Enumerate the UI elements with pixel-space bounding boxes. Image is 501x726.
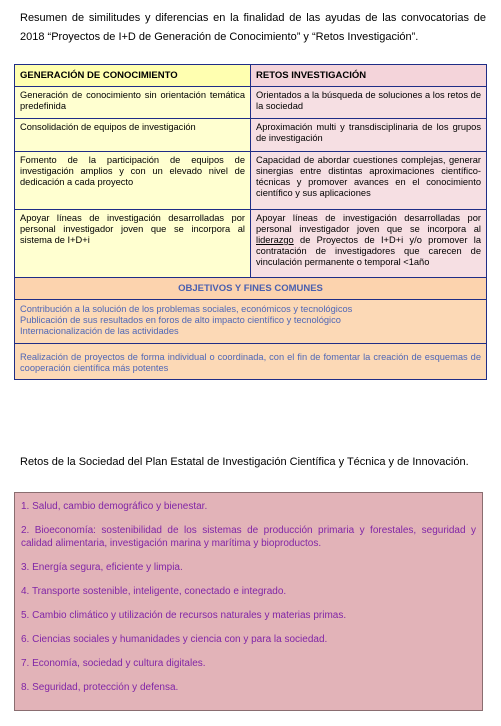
retos-title: Retos de la Sociedad del Plan Estatal de Investigación Científica y Técnica y de Innovación.	[20, 456, 469, 468]
list-item: 6. Ciencias sociales y humanidades y ciencia con y para la sociedad.	[21, 634, 328, 645]
retos-list-box	[14, 492, 483, 711]
list-item: 8. Seguridad, protección y defensa.	[21, 682, 179, 693]
comparison-table	[14, 64, 487, 380]
objectives-list	[15, 300, 487, 344]
list-item: 7. Economía, sociedad y cultura digitales.	[21, 658, 206, 669]
objective-item: Internacionalización de las actividades	[20, 326, 179, 336]
cell-right: Capacidad de abordar cuestiones complejas, generar sinergias entre distintas aproximaciones científico-técnicas y promover avances en el conocimiento científico y sus aplicaciones	[251, 152, 487, 210]
table-row	[15, 210, 487, 278]
list-item: 5. Cambio climático y utilización de recursos naturales y materias primas.	[21, 610, 347, 621]
objectives-extra: Realización de proyectos de forma individual o coordinada, con el fin de fomentar la creación de esquemas de cooperación científica más potentes	[15, 344, 487, 380]
list-item: 2. Bioeconomía: sostenibilidad de los sistemas de producción primaria y forestales, seguridad y calidad alimentaria, investigación marina y marítima y bioproductos.	[21, 525, 476, 549]
header-generacion: GENERACIÓN DE CONOCIMIENTO	[15, 65, 251, 87]
objective-item: Publicación de sus resultados en foros de alto impacto científico y tecnológico	[20, 315, 341, 325]
objective-item: Contribución a la solución de los problemas sociales, económicos y tecnológicos	[20, 304, 353, 314]
underlined-word: liderazgo	[256, 235, 294, 245]
objectives-header-row	[15, 278, 487, 300]
objectives-row	[15, 300, 487, 344]
objectives-extra-row	[15, 344, 487, 380]
cell-left: Consolidación de equipos de investigación	[15, 119, 251, 152]
cell-right: Orientados a la búsqueda de soluciones a los retos de la sociedad	[251, 87, 487, 119]
cell-right: Apoyar líneas de investigación desarrolladas por personal investigador joven que se incorpora al liderazgo de Proyectos de I+D+i y/o promover la contratación de investigadores que carecen de vinculación permanente o temporal <1año	[251, 210, 487, 278]
cell-right: Aproximación multi y transdisciplinaria de los grupos de investigación	[251, 119, 487, 152]
cell-left: Apoyar líneas de investigación desarrolladas por personal investigador joven que se incorpora al sistema de I+D+i	[15, 210, 251, 278]
intro-paragraph: Resumen de similitudes y diferencias en la finalidad de las ayudas de las convocatorias de 2018 “Proyectos de I+D de Generación de Conocimiento” y “Retos Investigación”.	[20, 12, 486, 43]
table-row	[15, 152, 487, 210]
table-row	[15, 119, 487, 152]
objectives-title: OBJETIVOS Y FINES COMUNES	[15, 278, 487, 300]
list-item: 4. Transporte sostenible, inteligente, conectado e integrado.	[21, 586, 287, 597]
cell-left: Generación de conocimiento sin orientación temática predefinida	[15, 87, 251, 119]
cell-left: Fomento de la participación de equipos de investigación amplios y con un elevado nivel de dedicación a cada proyecto	[15, 152, 251, 210]
list-item: 3. Energía segura, eficiente y limpia.	[21, 562, 183, 573]
table-row	[15, 87, 487, 119]
table-header-row	[15, 65, 487, 87]
header-retos: RETOS INVESTIGACIÓN	[251, 65, 487, 87]
list-item: 1. Salud, cambio demográfico y bienestar.	[21, 501, 208, 512]
